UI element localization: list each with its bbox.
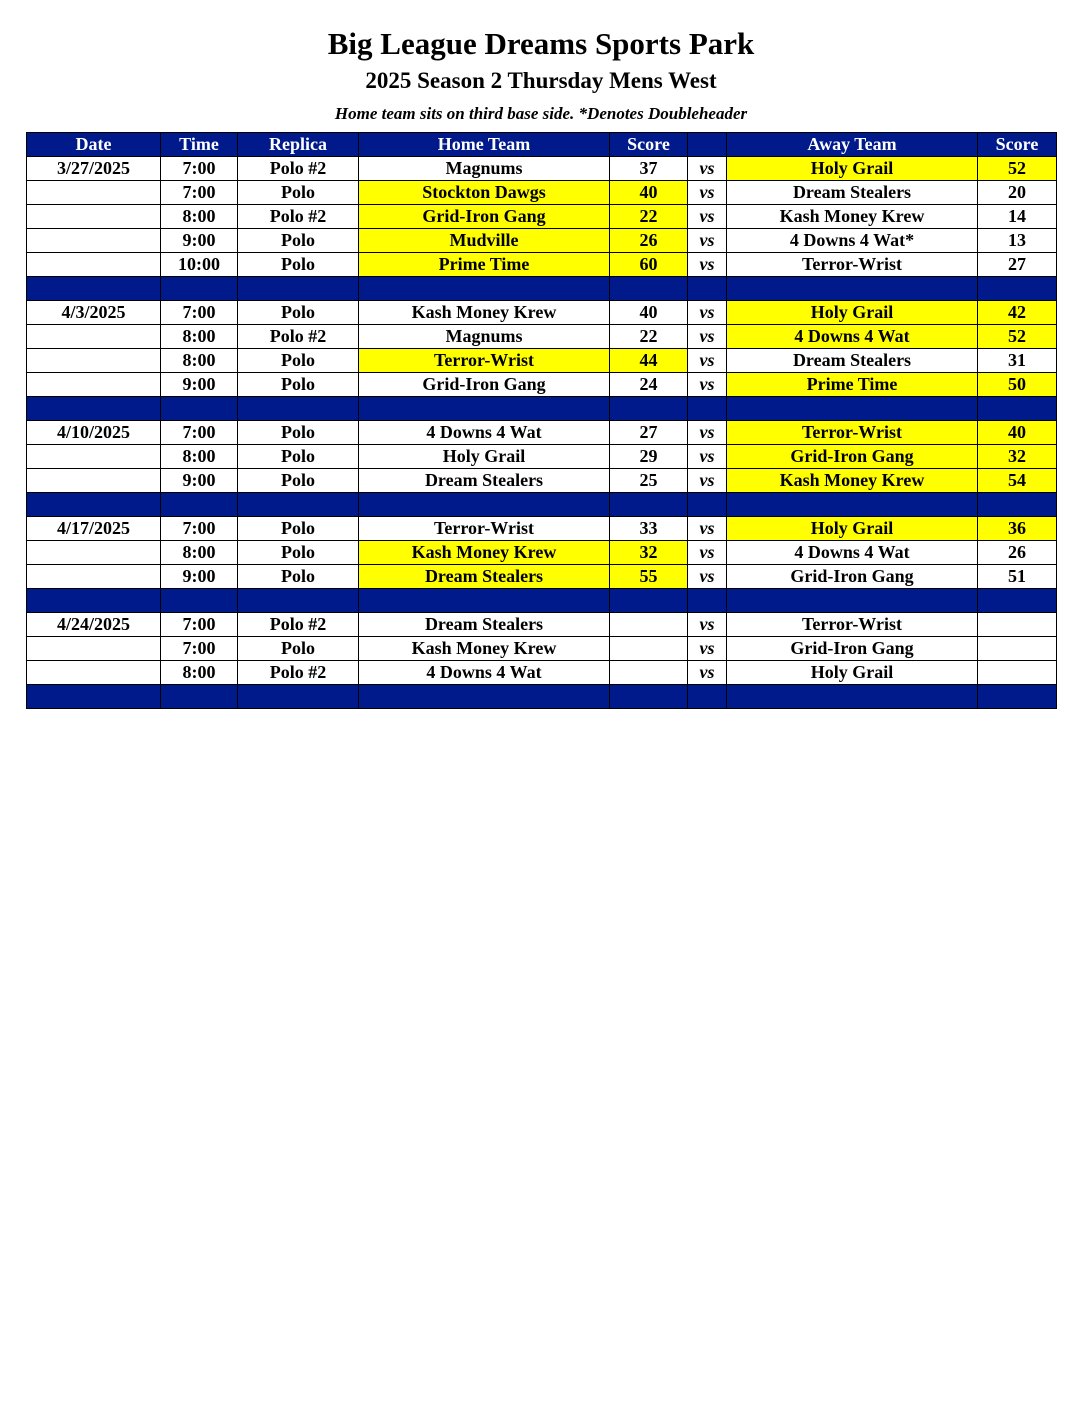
vs-label: vs (688, 229, 727, 253)
header-replica: Replica (238, 133, 359, 157)
game-time: 7:00 (161, 421, 238, 445)
away-team: Kash Money Krew (727, 205, 978, 229)
separator-cell (610, 493, 688, 517)
home-score: 22 (610, 205, 688, 229)
home-score: 40 (610, 301, 688, 325)
away-score (978, 661, 1057, 685)
vs-label: vs (688, 517, 727, 541)
game-date (27, 349, 161, 373)
away-score: 52 (978, 325, 1057, 349)
away-score: 51 (978, 565, 1057, 589)
vs-label: vs (688, 325, 727, 349)
game-row (27, 157, 1057, 181)
separator-cell (688, 589, 727, 613)
game-time: 9:00 (161, 469, 238, 493)
game-replica: Polo #2 (238, 205, 359, 229)
vs-label: vs (688, 469, 727, 493)
separator-cell (161, 493, 238, 517)
separator-cell (27, 589, 161, 613)
vs-label: vs (688, 445, 727, 469)
separator-cell (359, 277, 610, 301)
game-replica: Polo (238, 373, 359, 397)
home-team: Kash Money Krew (359, 637, 610, 661)
game-row (27, 373, 1057, 397)
game-time: 9:00 (161, 373, 238, 397)
vs-label: vs (688, 157, 727, 181)
game-time: 8:00 (161, 325, 238, 349)
page-subtitle: 2025 Season 2 Thursday Mens West (365, 68, 717, 93)
page-title: Big League Dreams Sports Park (327, 26, 755, 61)
separator-cell (727, 493, 978, 517)
home-score: 55 (610, 565, 688, 589)
separator-cell (688, 277, 727, 301)
home-team: Magnums (359, 325, 610, 349)
away-team: Holy Grail (727, 661, 978, 685)
header-home-team: Home Team (359, 133, 610, 157)
vs-label: vs (688, 373, 727, 397)
game-time: 7:00 (161, 613, 238, 637)
separator-cell (688, 685, 727, 709)
home-team: Grid-Iron Gang (359, 205, 610, 229)
game-row (27, 349, 1057, 373)
away-score: 32 (978, 445, 1057, 469)
game-time: 8:00 (161, 205, 238, 229)
vs-label: vs (688, 541, 727, 565)
home-team: Terror-Wrist (359, 517, 610, 541)
home-score: 24 (610, 373, 688, 397)
away-score: 26 (978, 541, 1057, 565)
away-team: Terror-Wrist (727, 253, 978, 277)
home-score: 32 (610, 541, 688, 565)
week-separator-row (27, 493, 1057, 517)
schedule-table (26, 132, 1057, 709)
game-replica: Polo (238, 541, 359, 565)
away-team: Terror-Wrist (727, 613, 978, 637)
home-team: Dream Stealers (359, 565, 610, 589)
home-team: Kash Money Krew (359, 541, 610, 565)
away-team: Kash Money Krew (727, 469, 978, 493)
game-replica: Polo (238, 181, 359, 205)
separator-cell (978, 589, 1057, 613)
game-date (27, 205, 161, 229)
separator-cell (727, 589, 978, 613)
game-row (27, 541, 1057, 565)
game-replica: Polo (238, 469, 359, 493)
game-replica: Polo (238, 445, 359, 469)
week-separator-row (27, 277, 1057, 301)
game-date: 4/3/2025 (27, 301, 161, 325)
away-score: 40 (978, 421, 1057, 445)
game-replica: Polo (238, 517, 359, 541)
header-vs (688, 133, 727, 157)
home-score: 26 (610, 229, 688, 253)
away-score: 52 (978, 157, 1057, 181)
home-team: 4 Downs 4 Wat (359, 421, 610, 445)
home-team: Magnums (359, 157, 610, 181)
game-row (27, 181, 1057, 205)
home-team: Kash Money Krew (359, 301, 610, 325)
separator-cell (978, 277, 1057, 301)
game-replica: Polo (238, 349, 359, 373)
separator-cell (610, 589, 688, 613)
schedule-note: Home team sits on third base side. *Denotes Doubleheader (334, 104, 748, 123)
game-time: 8:00 (161, 661, 238, 685)
separator-cell (359, 685, 610, 709)
game-row (27, 445, 1057, 469)
home-team: Stockton Dawgs (359, 181, 610, 205)
home-team: Terror-Wrist (359, 349, 610, 373)
vs-label: vs (688, 421, 727, 445)
game-time: 8:00 (161, 541, 238, 565)
separator-cell (610, 397, 688, 421)
game-date: 4/24/2025 (27, 613, 161, 637)
separator-cell (27, 685, 161, 709)
game-replica: Polo (238, 301, 359, 325)
vs-label: vs (688, 613, 727, 637)
away-score: 54 (978, 469, 1057, 493)
away-score: 27 (978, 253, 1057, 277)
game-row (27, 253, 1057, 277)
separator-cell (359, 493, 610, 517)
separator-cell (688, 397, 727, 421)
separator-cell (238, 685, 359, 709)
home-score: 44 (610, 349, 688, 373)
game-row (27, 637, 1057, 661)
game-row (27, 205, 1057, 229)
home-score: 33 (610, 517, 688, 541)
away-score: 42 (978, 301, 1057, 325)
game-row (27, 229, 1057, 253)
away-team: Terror-Wrist (727, 421, 978, 445)
separator-cell (27, 493, 161, 517)
game-date (27, 445, 161, 469)
vs-label: vs (688, 349, 727, 373)
home-score: 60 (610, 253, 688, 277)
home-score: 37 (610, 157, 688, 181)
home-team: Dream Stealers (359, 613, 610, 637)
game-date (27, 325, 161, 349)
vs-label: vs (688, 301, 727, 325)
game-row (27, 613, 1057, 637)
vs-label: vs (688, 637, 727, 661)
away-score: 14 (978, 205, 1057, 229)
separator-cell (727, 685, 978, 709)
home-team: Grid-Iron Gang (359, 373, 610, 397)
separator-cell (238, 493, 359, 517)
separator-cell (688, 493, 727, 517)
game-time: 8:00 (161, 349, 238, 373)
game-row (27, 469, 1057, 493)
separator-cell (161, 685, 238, 709)
vs-label: vs (688, 181, 727, 205)
game-date (27, 661, 161, 685)
away-team: Grid-Iron Gang (727, 637, 978, 661)
separator-cell (610, 277, 688, 301)
away-team: Holy Grail (727, 517, 978, 541)
home-score: 27 (610, 421, 688, 445)
header-away-team: Away Team (727, 133, 978, 157)
home-team: 4 Downs 4 Wat (359, 661, 610, 685)
home-score (610, 637, 688, 661)
game-time: 7:00 (161, 517, 238, 541)
separator-cell (238, 589, 359, 613)
away-score (978, 613, 1057, 637)
game-replica: Polo (238, 253, 359, 277)
separator-cell (238, 277, 359, 301)
game-replica: Polo #2 (238, 157, 359, 181)
home-team: Dream Stealers (359, 469, 610, 493)
home-score: 25 (610, 469, 688, 493)
away-team: Grid-Iron Gang (727, 565, 978, 589)
separator-cell (610, 685, 688, 709)
game-time: 7:00 (161, 637, 238, 661)
separator-cell (161, 397, 238, 421)
week-separator-row (27, 589, 1057, 613)
game-date (27, 541, 161, 565)
away-score: 36 (978, 517, 1057, 541)
away-score: 13 (978, 229, 1057, 253)
separator-cell (359, 397, 610, 421)
game-date (27, 469, 161, 493)
table-header-row (27, 133, 1057, 157)
game-replica: Polo #2 (238, 325, 359, 349)
game-replica: Polo (238, 565, 359, 589)
separator-cell (161, 277, 238, 301)
vs-label: vs (688, 253, 727, 277)
game-row (27, 301, 1057, 325)
home-score: 40 (610, 181, 688, 205)
game-date: 4/17/2025 (27, 517, 161, 541)
away-team: 4 Downs 4 Wat (727, 541, 978, 565)
game-row (27, 517, 1057, 541)
away-score: 50 (978, 373, 1057, 397)
schedule-body (27, 157, 1057, 709)
game-date (27, 181, 161, 205)
game-row (27, 661, 1057, 685)
home-score (610, 613, 688, 637)
game-date (27, 229, 161, 253)
separator-cell (238, 397, 359, 421)
game-time: 7:00 (161, 301, 238, 325)
home-score (610, 661, 688, 685)
separator-cell (161, 589, 238, 613)
game-time: 7:00 (161, 157, 238, 181)
week-separator-row (27, 685, 1057, 709)
separator-cell (727, 277, 978, 301)
away-team: Holy Grail (727, 157, 978, 181)
away-team: 4 Downs 4 Wat (727, 325, 978, 349)
away-score: 31 (978, 349, 1057, 373)
header-away-score: Score (978, 133, 1057, 157)
home-score: 22 (610, 325, 688, 349)
away-team: Dream Stealers (727, 349, 978, 373)
separator-cell (27, 277, 161, 301)
game-row (27, 421, 1057, 445)
away-score (978, 637, 1057, 661)
separator-cell (978, 397, 1057, 421)
separator-cell (27, 397, 161, 421)
away-team: Prime Time (727, 373, 978, 397)
game-date (27, 253, 161, 277)
home-team: Holy Grail (359, 445, 610, 469)
away-team: Grid-Iron Gang (727, 445, 978, 469)
game-replica: Polo (238, 637, 359, 661)
vs-label: vs (688, 205, 727, 229)
game-replica: Polo (238, 229, 359, 253)
away-team: Dream Stealers (727, 181, 978, 205)
game-row (27, 565, 1057, 589)
game-date (27, 637, 161, 661)
header-home-score: Score (610, 133, 688, 157)
game-replica: Polo #2 (238, 613, 359, 637)
game-date (27, 565, 161, 589)
vs-label: vs (688, 661, 727, 685)
away-score: 20 (978, 181, 1057, 205)
separator-cell (978, 685, 1057, 709)
game-time: 8:00 (161, 445, 238, 469)
separator-cell (727, 397, 978, 421)
away-team: 4 Downs 4 Wat* (727, 229, 978, 253)
game-replica: Polo #2 (238, 661, 359, 685)
week-separator-row (27, 397, 1057, 421)
game-date (27, 373, 161, 397)
separator-cell (359, 589, 610, 613)
home-score: 29 (610, 445, 688, 469)
game-time: 9:00 (161, 229, 238, 253)
game-row (27, 325, 1057, 349)
game-time: 9:00 (161, 565, 238, 589)
separator-cell (978, 493, 1057, 517)
game-time: 10:00 (161, 253, 238, 277)
game-time: 7:00 (161, 181, 238, 205)
home-team: Mudville (359, 229, 610, 253)
header-time: Time (161, 133, 238, 157)
game-date: 3/27/2025 (27, 157, 161, 181)
game-replica: Polo (238, 421, 359, 445)
game-date: 4/10/2025 (27, 421, 161, 445)
home-team: Prime Time (359, 253, 610, 277)
vs-label: vs (688, 565, 727, 589)
away-team: Holy Grail (727, 301, 978, 325)
header-date: Date (27, 133, 161, 157)
